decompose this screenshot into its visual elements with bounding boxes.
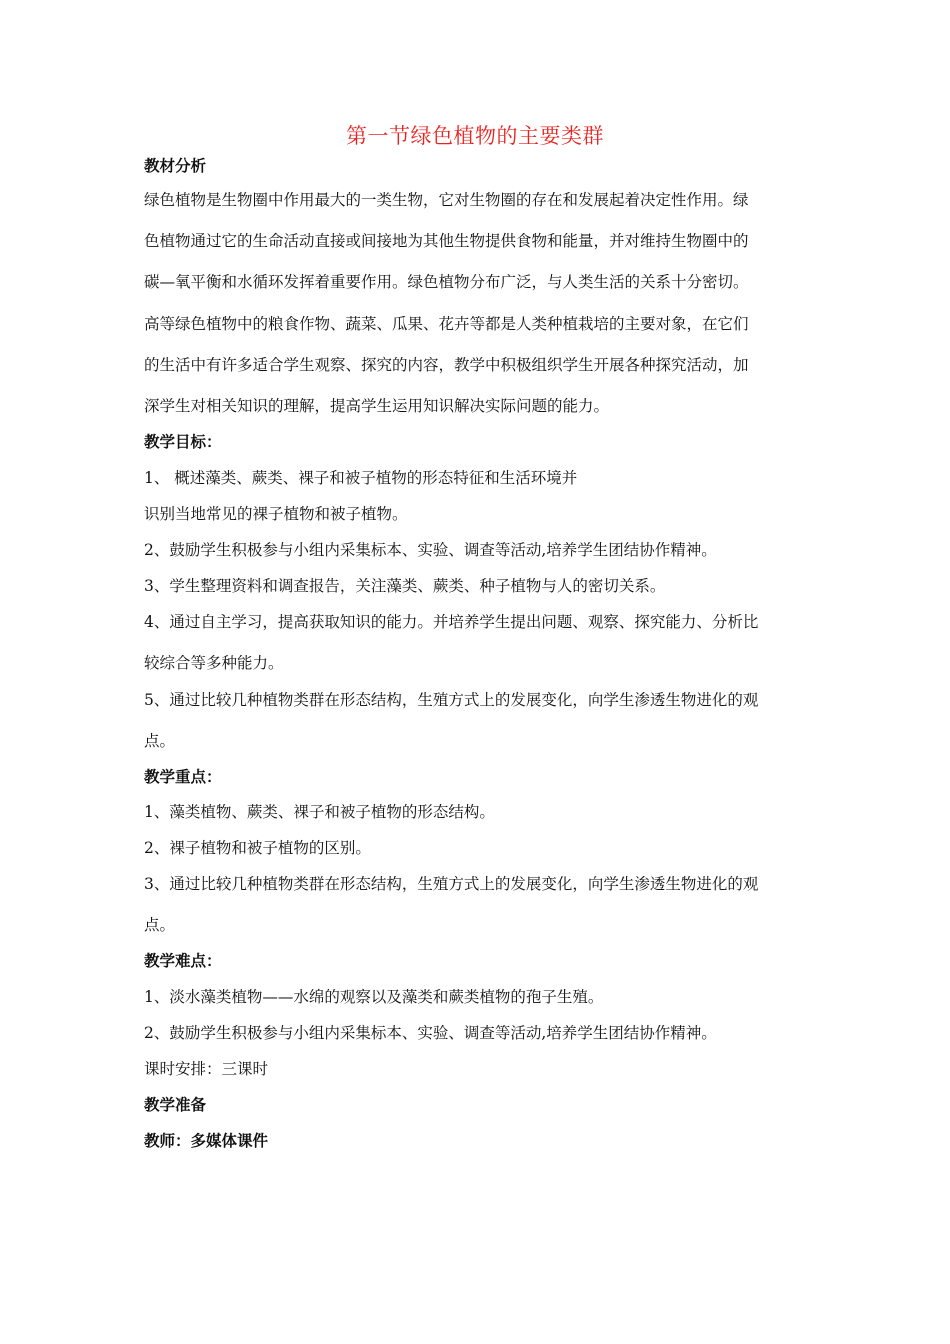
teacher-preparation: 教师：多媒体课件	[144, 1132, 269, 1150]
paragraph-line: 色植物通过它的生命活动直接或间接地为其他生物提供食物和能量，并对维持生物圈中的	[144, 232, 749, 250]
heading-teaching-goals: 教学目标：	[144, 433, 222, 451]
document-title: 第一节绿色植物的主要类群	[346, 124, 604, 148]
list-item: 1、藻类植物、蕨类、裸子和被子植物的形态结构。	[144, 803, 495, 821]
list-item: 点。	[144, 916, 176, 934]
list-item: 2、鼓励学生积极参与小组内采集标本、实验、调查等活动,培养学生团结协作精神。	[144, 541, 717, 559]
list-item: 3、通过比较几种植物类群在形态结构，生殖方式上的发展变化，向学生渗透生物进化的观	[144, 875, 759, 893]
list-item: 5、通过比较几种植物类群在形态结构，生殖方式上的发展变化，向学生渗透生物进化的观	[144, 691, 759, 709]
paragraph-line: 绿色植物是生物圈中作用最大的一类生物，它对生物圈的存在和发展起着决定性作用。绿	[144, 191, 749, 209]
heading-key-points: 教学重点：	[144, 768, 222, 786]
list-item: 点。	[144, 732, 176, 750]
list-item: 2、鼓励学生积极参与小组内采集标本、实验、调查等活动,培养学生团结协作精神。	[144, 1024, 717, 1042]
heading-difficulties: 教学难点：	[144, 952, 222, 970]
list-item: 识别当地常见的裸子植物和被子植物。	[144, 505, 408, 523]
list-item: 1、淡水藻类植物——水绵的观察以及藻类和蕨类植物的孢子生殖。	[144, 988, 604, 1006]
paragraph-line: 碳—氧平衡和水循环发挥着重要作用。绿色植物分布广泛，与人类生活的关系十分密切。	[144, 273, 749, 291]
list-item: 2、裸子植物和被子植物的区别。	[144, 839, 371, 857]
list-item: 较综合等多种能力。	[144, 654, 284, 672]
paragraph-line: 深学生对相关知识的理解，提高学生运用知识解决实际问题的能力。	[144, 397, 610, 415]
heading-textbook-analysis: 教材分析	[144, 157, 207, 175]
list-item: 1、 概述藻类、蕨类、裸子和被子植物的形态特征和生活环境并	[144, 469, 578, 487]
list-item: 4、通过自主学习，提高获取知识的能力。并培养学生提出问题、观察、探究能力、分析比	[144, 613, 759, 631]
paragraph-line: 高等绿色植物中的粮食作物、蔬菜、瓜果、花卉等都是人类种植栽培的主要对象，在它们	[144, 315, 749, 333]
list-item: 3、学生整理资料和调查报告，关注藻类、蕨类、种子植物与人的密切关系。	[144, 577, 666, 595]
paragraph-line: 的生活中有许多适合学生观察、探究的内容，教学中积极组织学生开展各种探究活动，加	[144, 356, 749, 374]
class-schedule: 课时安排：三课时	[144, 1060, 269, 1078]
heading-preparation: 教学准备	[144, 1096, 207, 1114]
